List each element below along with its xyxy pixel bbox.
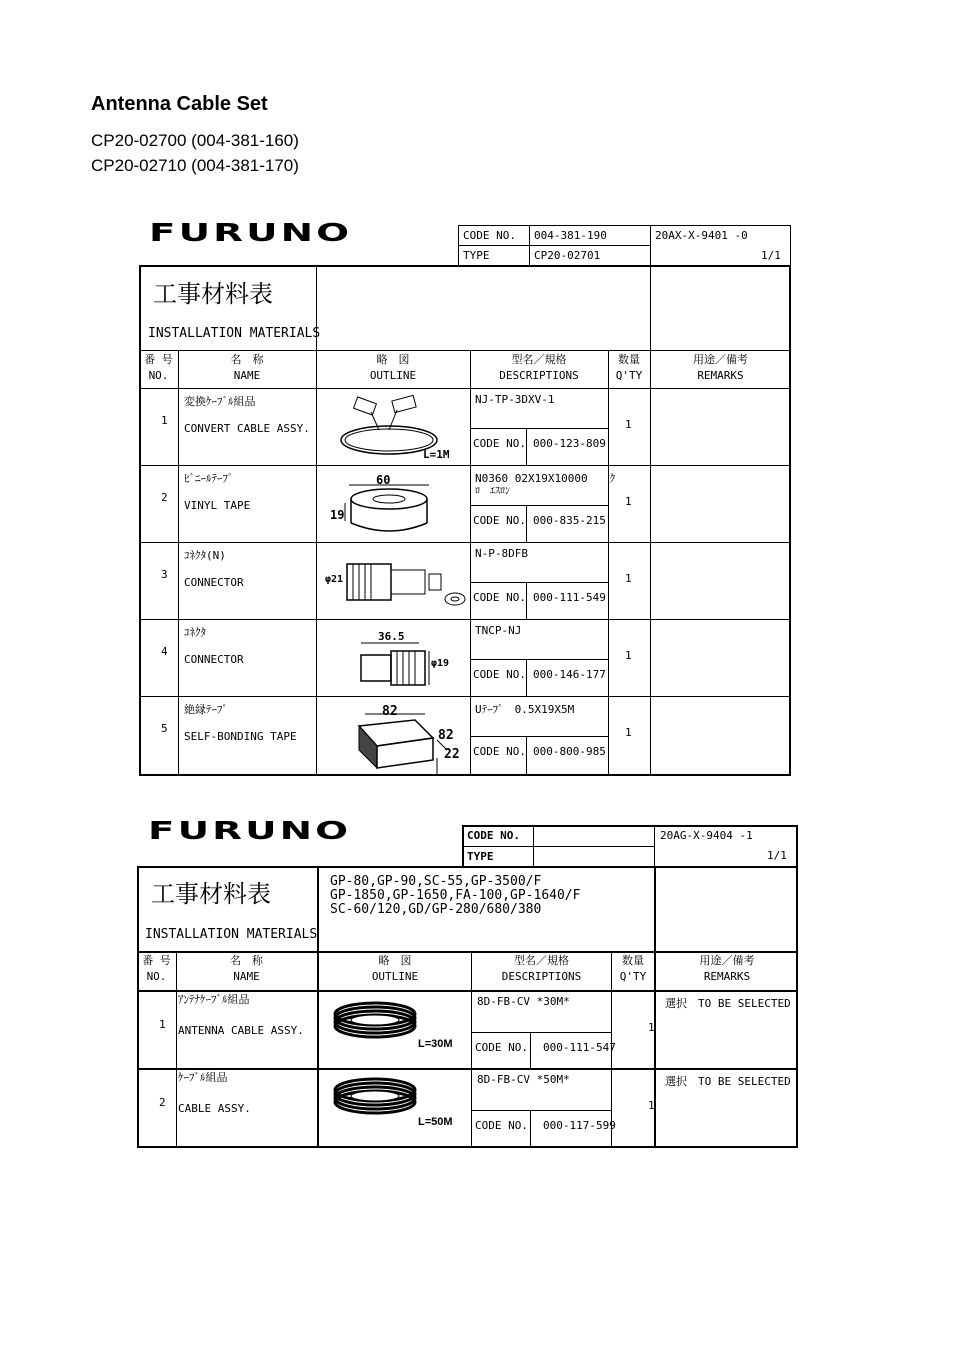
row-desc: N0360 02X19X10000 ｸ xyxy=(475,472,616,485)
row-qty: 1 xyxy=(648,1021,655,1034)
row-desc: NJ-TP-3DXV-1 xyxy=(475,393,555,406)
row-qty: 1 xyxy=(625,418,632,431)
row-dim: 36.5 xyxy=(378,630,405,643)
header-name: 名 称 NAME xyxy=(230,353,264,382)
row-no: 3 xyxy=(161,568,168,581)
row-code-label: CODE NO. xyxy=(473,591,526,604)
row-code: 000-123-809 xyxy=(533,437,606,450)
set-code-2: CP20-02710 (004-381-170) xyxy=(91,156,299,175)
row-name-en: ANTENNA CABLE ASSY. xyxy=(178,1024,304,1037)
row-code-label: CODE NO. xyxy=(473,668,526,681)
row-name-en: CABLE ASSY. xyxy=(178,1102,251,1115)
row-desc: TNCP-NJ xyxy=(475,624,522,637)
row-code: 000-111-549 xyxy=(533,591,606,604)
header-qty: 数量 Q'TY xyxy=(619,954,647,983)
row-desc-2: ﾛ ｴｽﾛﾝ xyxy=(475,486,510,497)
row-dim-2: 82 xyxy=(438,728,454,743)
applicable-models xyxy=(330,875,580,917)
row-dim-3: 22 xyxy=(444,747,460,762)
tape-outline-drawing xyxy=(319,467,467,541)
materials-sheet-1 xyxy=(139,218,791,776)
row-code-label: CODE NO. xyxy=(473,514,526,527)
antenna-cable-coil-drawing xyxy=(327,996,427,1046)
row-qty: 1 xyxy=(625,495,632,508)
row-name-jp: ｱﾝﾃﾅｹｰﾌﾞﾙ組品 xyxy=(178,993,250,1006)
title-en: INSTALLATION MATERIALS xyxy=(148,326,321,341)
row-code-label: CODE NO. xyxy=(473,437,526,450)
header-outline: 略 図 OUTLINE xyxy=(371,954,419,983)
row-dim: L=1M xyxy=(423,448,450,461)
header-no: 番 号 NO. xyxy=(142,954,171,983)
row-remarks: 選択 TO BE SELECTED xyxy=(665,997,791,1010)
row-desc: N-P-8DFB xyxy=(475,547,528,560)
row-qty: 1 xyxy=(625,572,632,585)
row-code: 000-146-177 xyxy=(533,668,606,681)
header-remarks: 用途／備考 REMARKS xyxy=(699,954,755,983)
model-line: GP-80,GP-90,SC-55,GP-3500/F xyxy=(330,874,542,889)
set-code-1: CP20-02700 (004-381-160) xyxy=(91,131,299,150)
row-no: 4 xyxy=(161,645,168,658)
model-line: SC-60/120,GD/GP-280/680/380 xyxy=(330,902,542,917)
header-name: 名 称 NAME xyxy=(230,954,263,983)
row-name-jp: 変換ｹｰﾌﾞﾙ組品 xyxy=(184,395,256,408)
title-jp: 工事材料表 xyxy=(151,880,271,908)
row-dim-2: 19 xyxy=(330,508,345,522)
row-code-label: CODE NO. xyxy=(475,1041,528,1054)
row-code: 000-111-547 xyxy=(543,1041,616,1054)
row-no: 1 xyxy=(159,1018,166,1031)
row-code: 000-835-215 xyxy=(533,514,606,527)
row-dim: L=50M xyxy=(418,1116,453,1128)
furuno-logo: FURUNO xyxy=(148,816,352,845)
row-qty: 1 xyxy=(648,1099,655,1112)
row-name-jp: ﾋﾞﾆｰﾙﾃｰﾌﾟ xyxy=(184,472,234,485)
row-name-en: CONVERT CABLE ASSY. xyxy=(184,422,310,435)
row-no: 5 xyxy=(161,722,168,735)
row-no: 2 xyxy=(159,1096,166,1109)
header-qty: 数量 Q'TY xyxy=(615,353,643,382)
type-value: CP20-02701 xyxy=(534,249,601,262)
row-no: 2 xyxy=(161,491,168,504)
row-dim: φ21 xyxy=(325,574,344,585)
row-qty: 1 xyxy=(625,649,632,662)
header-remarks: 用途／備考 REMARKS xyxy=(693,353,748,382)
materials-sheet-2 xyxy=(137,816,798,1148)
code-no-value: 004-381-190 xyxy=(534,229,607,242)
header-descriptions: 型名／規格 DESCRIPTIONS xyxy=(501,954,582,983)
header-no: 番 号 NO. xyxy=(144,353,173,382)
row-code-label: CODE NO. xyxy=(473,745,526,758)
row-desc: Uﾃｰﾌﾟ 0.5X19X5M xyxy=(475,703,575,716)
model-line: GP-1850,GP-1650,FA-100,GP-1640/F xyxy=(330,888,581,903)
code-no-label: CODE NO. xyxy=(463,229,516,242)
row-dim: 60 xyxy=(376,473,391,487)
row-name-jp: ｺﾈｸﾀ xyxy=(184,626,206,639)
row-name-en: CONNECTOR xyxy=(184,653,244,666)
row-name-en: CONNECTOR xyxy=(184,576,244,589)
furuno-logo: FURUNO xyxy=(149,218,353,247)
row-desc: 8D-FB-CV *50M* xyxy=(477,1073,570,1086)
row-code: 000-117-599 xyxy=(543,1119,616,1132)
row-dim-2: φ19 xyxy=(431,658,450,669)
row-dim: 82 xyxy=(382,704,398,719)
row-qty: 1 xyxy=(625,726,632,739)
page-number: 1/1 xyxy=(761,249,781,262)
row-code: 000-800-985 xyxy=(533,745,606,758)
row-remarks: 選択 TO BE SELECTED xyxy=(665,1075,791,1088)
code-no-label: CODE NO. xyxy=(467,829,520,842)
title-en: INSTALLATION MATERIALS xyxy=(145,927,318,942)
page-heading: Antenna Cable Set xyxy=(91,93,268,115)
type-label: TYPE xyxy=(463,249,490,262)
header-descriptions: 型名／規格 DESCRIPTIONS xyxy=(499,353,579,382)
header-outline: 略 図 OUTLINE xyxy=(369,353,417,382)
title-jp: 工事材料表 xyxy=(153,280,273,308)
row-desc: 8D-FB-CV *30M* xyxy=(477,995,570,1008)
row-no: 1 xyxy=(161,414,168,427)
row-dim: L=30M xyxy=(418,1038,453,1050)
cable-coil-drawing xyxy=(327,1074,427,1124)
type-label: TYPE xyxy=(467,850,494,863)
doc-number: 20AX-X-9401 -0 xyxy=(655,229,748,242)
row-name-jp: ｹｰﾌﾞﾙ組品 xyxy=(178,1071,228,1084)
row-code-label: CODE NO. xyxy=(475,1119,528,1132)
row-name-jp: 絶縁ﾃｰﾌﾟ xyxy=(184,703,228,716)
page-number: 1/1 xyxy=(767,849,787,862)
row-name-en: SELF-BONDING TAPE xyxy=(184,730,297,743)
doc-number: 20AG-X-9404 -1 xyxy=(660,829,753,842)
row-name-jp: ｺﾈｸﾀ(N) xyxy=(184,549,226,562)
row-name-en: VINYL TAPE xyxy=(184,499,251,512)
